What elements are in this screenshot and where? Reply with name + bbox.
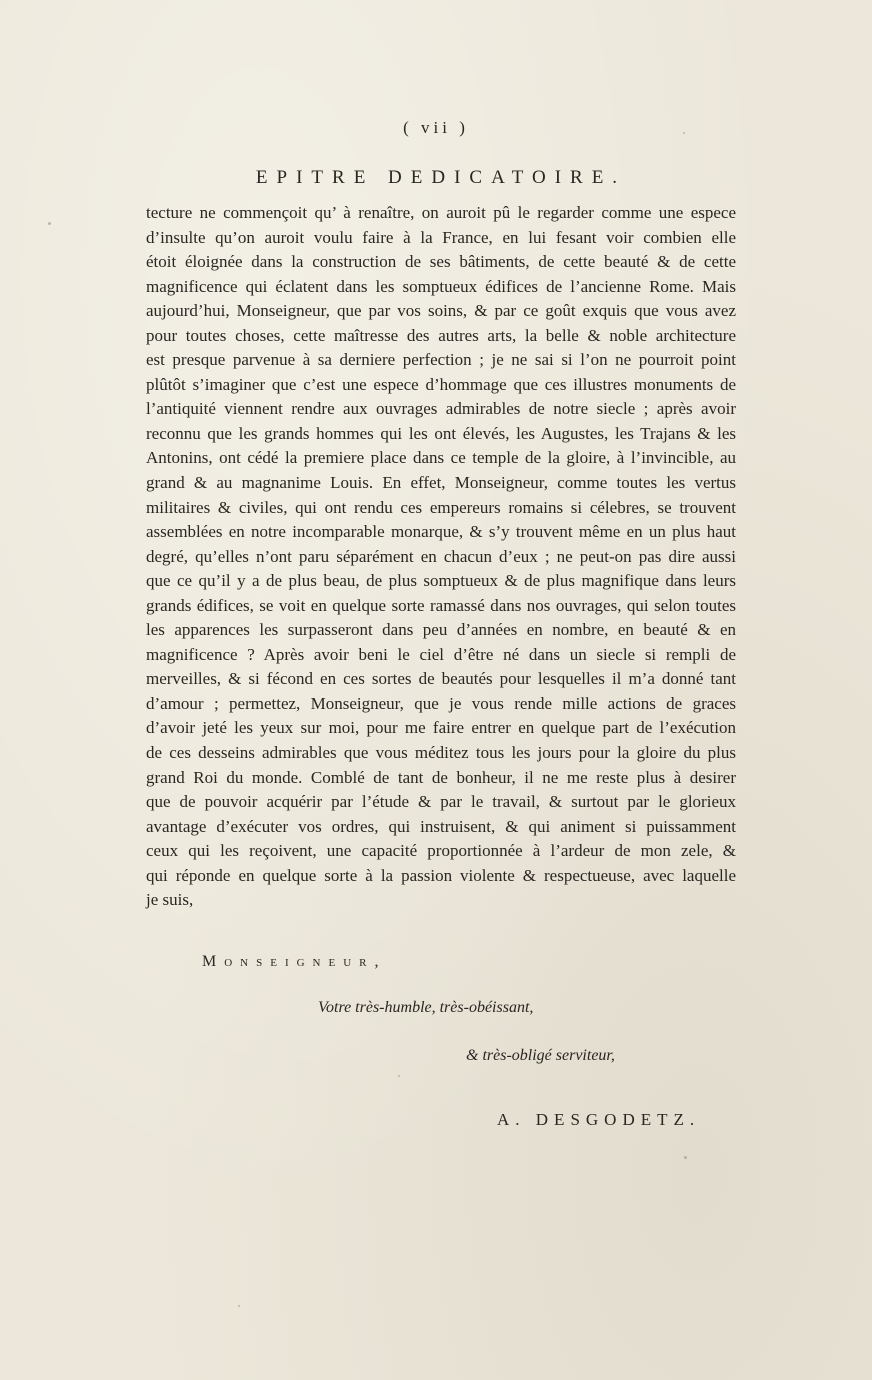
text-line: je suis, [146,890,194,910]
text-line: l’antiquité viennent rendre aux ouvrages admirables de notre siecle ; après avoir [146,399,736,419]
text-line: Antonins, ont cédé la premiere place dans ce temple de la gloire, à l’invincible, au [146,448,736,468]
text-line: magnificence ? Après avoir beni le ciel d’être né dans un siecle si rempli de [146,644,736,664]
salutation: Monseigneur, [202,953,387,970]
text-line: d’insulte qu’on auroit voulu faire à la France, en lui fesant voir combien elle [146,227,736,247]
text-line: de ces desseins admirables que vous méditez tous les jours pour la gloire du plus [146,743,736,763]
text-line: plûtôt s’imaginer que c’est une espece d’hommage que ces illustres monuments de [146,374,736,394]
text-line: degré, qu’elles n’ont paru séparément en chacun d’eux ; ne peut-on pas dire aussi [146,546,736,566]
dedication-body [146,201,736,913]
text-line: merveilles, & si fécond en ces sortes de beautés pour lesquelles il m’a donné tant [146,669,736,689]
paper-speck [238,1305,240,1307]
text-line: assemblées en notre incomparable monarque, & s’y trouvent même en un plus haut [146,522,736,542]
text-line: tecture ne commençoit qu’ à renaître, on auroit pû le regarder comme une espece [146,203,736,222]
text-line: les apparences les surpasseront dans peu d’années en nombre, en beauté & en [146,620,736,640]
closing-line: Votre très-humble, très-obéissant, [318,999,534,1016]
text-line: reconnu que les grands hommes qui les ont élevés, les Augustes, les Trajans & les [146,423,736,443]
text-line: avantage d’exécuter vos ordres, qui instruisent, & qui animent si puissamment [146,816,736,836]
paper-speck [48,222,51,225]
page-heading: EPITRE DEDICATOIRE. [255,167,627,188]
text-line: que ce qu’il y a de plus beau, de plus somptueux & de plus magnifique dans leurs [146,571,736,591]
paper-speck [684,1156,687,1159]
text-line: que de pouvoir acquérir par l’étude & par le travail, & surtout par le glorieux [146,792,736,812]
text-line: aujourd’hui, Monseigneur, que par vos soins, & par ce goût exquis que vous avez [146,301,736,321]
text-line: magnificence qui éclatent dans les somptueux édifices de l’ancienne Rome. Mais [146,276,736,296]
closing-line: & très-obligé serviteur, [466,1047,615,1064]
text-line: qui réponde en quelque sorte à la passion violente & respectueuse, avec laquelle [146,865,736,885]
text-line: grands édifices, se voit en quelque sorte ramassé dans nos ouvrages, qui selon toutes [146,595,736,615]
text-line: d’amour ; permettez, Monseigneur, que je vous rende mille actions de graces [146,693,736,713]
text-line: grand & au magnanime Louis. En effet, Monseigneur, comme toutes les vertus [146,473,736,493]
text-line: grand Roi du monde. Comblé de tant de bonheur, il ne me reste plus à desirer [146,767,736,787]
text-line: militaires & civiles, qui ont rendu ces empereurs romains si célebres, se trouvent [146,497,736,517]
paper-speck [398,1075,400,1077]
text-line: est presque parvenue à sa derniere perfection ; je ne sai si l’on ne pourroit point [146,350,736,370]
text-line: étoit éloignée dans la construction de ses bâtiments, de cette beauté & de cette [146,252,736,272]
signature: A. DESGODETZ. [497,1110,701,1129]
text-line: d’avoir jeté les yeux sur moi, pour me faire entrer en quelque part de l’exécution [146,718,736,738]
page-number: ( vii ) [403,118,469,137]
text-line: ceux qui les reçoivent, une capacité proportionnée à l’ardeur de mon zele, & [146,841,736,861]
paper-speck [683,132,685,134]
text-line: pour toutes choses, cette maîtresse des autres arts, la belle & noble architecture [146,325,736,345]
